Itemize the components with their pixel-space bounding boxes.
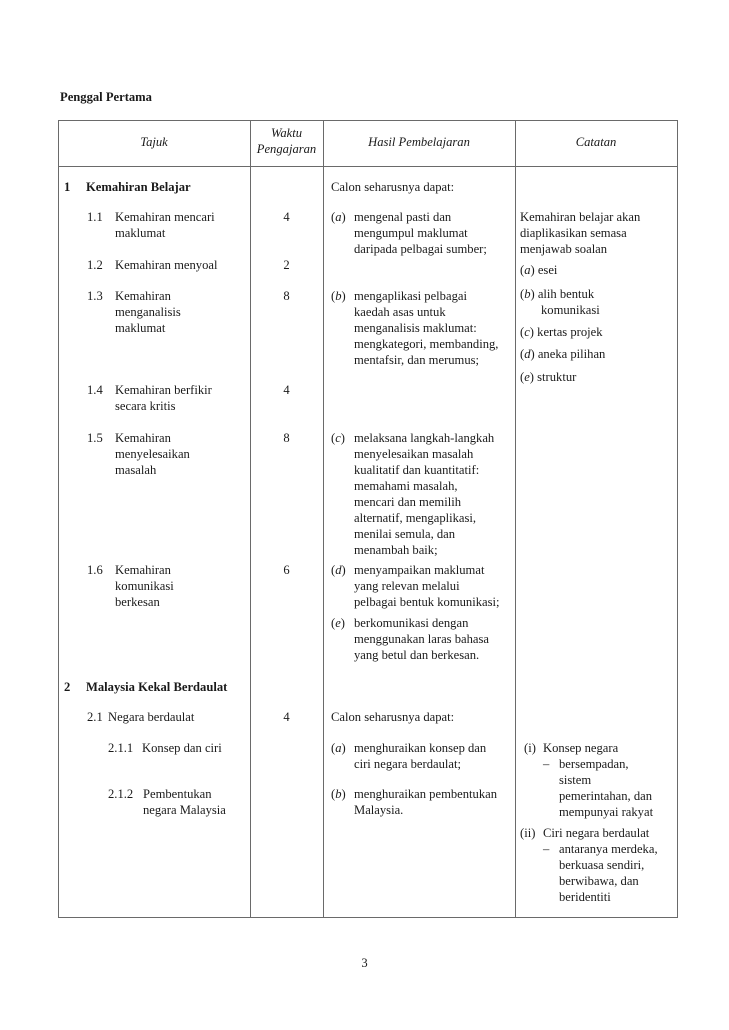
- subtopic-number: 1.1: [87, 210, 103, 224]
- outcome-label: (a): [331, 741, 346, 755]
- outcome-line: yang betul dan berkesan.: [354, 648, 480, 662]
- teaching-hours: 8: [283, 289, 290, 303]
- outcome-line: mentafsir, dan merumus;: [354, 353, 480, 367]
- outcome-line: menggunakan laras bahasa: [354, 632, 489, 646]
- outcome-line: mengkategori, membanding,: [354, 337, 499, 351]
- note-item-a: (a) esei: [520, 263, 558, 277]
- note-line: beridentiti: [559, 890, 611, 904]
- topic-1-title: Kemahiran Belajar: [86, 180, 191, 194]
- outcome-label: (d): [331, 563, 346, 577]
- outcome-label: (c): [331, 431, 345, 445]
- topic-2-number: 2: [64, 680, 71, 694]
- subtopic-title-line: Kemahiran mencari: [115, 210, 215, 224]
- note-item-c: (c) kertas projek: [520, 325, 603, 339]
- note-title: Konsep negara: [543, 741, 619, 755]
- outcome-label: (b): [331, 787, 346, 801]
- col-divider-left: [58, 120, 59, 918]
- subtopic-number: 1.2: [87, 258, 103, 272]
- subtopic-title-line: Kemahiran: [115, 563, 171, 577]
- header-catatan: Catatan: [575, 135, 617, 149]
- subtopic-title-line: masalah: [115, 463, 157, 477]
- note-line: berwibawa, dan: [559, 874, 639, 888]
- topic-2-title: Malaysia Kekal Berdaulat: [86, 680, 228, 694]
- outcome-line: pelbagai bentuk komunikasi;: [354, 595, 500, 609]
- outcome-line: mengumpul maklumat: [354, 226, 468, 240]
- subtopic-title-line: Negara berdaulat: [108, 710, 195, 724]
- outcome-line: mengenal pasti dan: [354, 210, 452, 224]
- outcome-line: mencari dan memilih: [354, 495, 462, 509]
- outcome-line: menyelesaikan masalah: [354, 447, 474, 461]
- note-line: diaplikasikan semasa: [520, 226, 627, 240]
- outcome-line: melaksana langkah-langkah: [354, 431, 495, 445]
- subtopic-number: 1.5: [87, 431, 103, 445]
- note-line: antaranya merdeka,: [559, 842, 658, 856]
- col-divider-1: [250, 120, 251, 918]
- subtopic-title-line: berkesan: [115, 595, 160, 609]
- note-item-b: (b) alih bentuk: [520, 287, 595, 301]
- subtopic-title-line: Kemahiran berfikir: [115, 383, 212, 397]
- topic-1-number: 1: [64, 180, 71, 194]
- outcome-line: kaedah asas untuk: [354, 305, 446, 319]
- subtopic-title-line: Pembentukan: [143, 787, 212, 801]
- header-waktu-line2: Pengajaran: [256, 142, 317, 156]
- outcome-line: menyampaikan maklumat: [354, 563, 485, 577]
- subtopic-number: 2.1.2: [108, 787, 134, 801]
- teaching-hours: 4: [283, 710, 290, 724]
- outcome-line: menambah baik;: [354, 543, 438, 557]
- outcome-line: menghuraikan konsep dan: [354, 741, 487, 755]
- outcome-line: menganalisis maklumat:: [354, 321, 477, 335]
- outcome-line: daripada pelbagai sumber;: [354, 242, 487, 256]
- note-label: (i): [524, 741, 536, 755]
- note-label: (ii): [520, 826, 536, 840]
- header-hasil: Hasil Pembelajaran: [368, 135, 470, 149]
- outcome-line: mengaplikasi pelbagai: [354, 289, 467, 303]
- note-line: Kemahiran belajar akan: [520, 210, 641, 224]
- outcome-line: ciri negara berdaulat;: [354, 757, 461, 771]
- subtopic-title-line: menyelesaikan: [115, 447, 190, 461]
- teaching-hours: 2: [283, 258, 290, 272]
- outcome-line: Malaysia.: [354, 803, 404, 817]
- subtopic-title-line: Kemahiran: [115, 431, 171, 445]
- teaching-hours: 4: [283, 383, 290, 397]
- subtopic-title-line: negara Malaysia: [143, 803, 226, 817]
- outcome-label: (b): [331, 289, 346, 303]
- subtopic-title-line: Kemahiran: [115, 289, 171, 303]
- outcome-line: kualitatif dan kuantitatif:: [354, 463, 480, 477]
- note-item-d: (d) aneka pilihan: [520, 347, 606, 361]
- col-divider-3: [515, 120, 516, 918]
- dash-bullet: –: [543, 757, 550, 771]
- subtopic-number: 2.1.1: [108, 741, 134, 755]
- table-top-border: [58, 120, 678, 121]
- note-item-b-line2: komunikasi: [541, 303, 600, 317]
- col-divider-right: [677, 120, 678, 918]
- col-divider-2: [323, 120, 324, 918]
- subtopic-title-line: Konsep dan ciri: [142, 741, 222, 755]
- subtopic-title-line: menganalisis: [115, 305, 181, 319]
- outcome-label: (a): [331, 210, 346, 224]
- outcome-line: menghuraikan pembentukan: [354, 787, 498, 801]
- header-divider: [58, 166, 678, 167]
- outcome-line: yang relevan melalui: [354, 579, 460, 593]
- subtopic-title-line: secara kritis: [115, 399, 176, 413]
- subtopic-title-line: komunikasi: [115, 579, 174, 593]
- note-line: menjawab soalan: [520, 242, 608, 256]
- subtopic-number: 1.3: [87, 289, 103, 303]
- section-title: Penggal Pertama: [60, 90, 152, 104]
- header-waktu-line1: Waktu: [270, 126, 303, 140]
- note-line: mempunyai rakyat: [559, 805, 654, 819]
- outcome-line: berkomunikasi dengan: [354, 616, 469, 630]
- table-bottom-border: [58, 917, 678, 918]
- subtopic-title-line: maklumat: [115, 321, 166, 335]
- note-line: pemerintahan, dan: [559, 789, 653, 803]
- outcome-line: alternatif, mengaplikasi,: [354, 511, 477, 525]
- subtopic-title-line: Kemahiran menyoal: [115, 258, 218, 272]
- teaching-hours: 8: [283, 431, 290, 445]
- header-tajuk: Tajuk: [140, 135, 168, 149]
- note-line: bersempadan,: [559, 757, 629, 771]
- note-line: sistem: [559, 773, 592, 787]
- topic-1-intro: Calon seharusnya dapat:: [331, 180, 455, 194]
- subtopic-number: 1.6: [87, 563, 103, 577]
- teaching-hours: 4: [283, 210, 290, 224]
- outcome-line: memahami masalah,: [354, 479, 458, 493]
- outcome-label: (e): [331, 616, 345, 630]
- outcome-line: menilai semula, dan: [354, 527, 456, 541]
- note-title: Ciri negara berdaulat: [543, 826, 650, 840]
- note-item-e: (e) struktur: [520, 370, 577, 384]
- topic-2-intro: Calon seharusnya dapat:: [331, 710, 455, 724]
- teaching-hours: 6: [283, 563, 290, 577]
- dash-bullet: –: [543, 842, 550, 856]
- subtopic-number: 2.1: [87, 710, 103, 724]
- note-line: berkuasa sendiri,: [559, 858, 645, 872]
- page-number: 3: [361, 956, 368, 970]
- subtopic-title-line: maklumat: [115, 226, 166, 240]
- subtopic-number: 1.4: [87, 383, 103, 397]
